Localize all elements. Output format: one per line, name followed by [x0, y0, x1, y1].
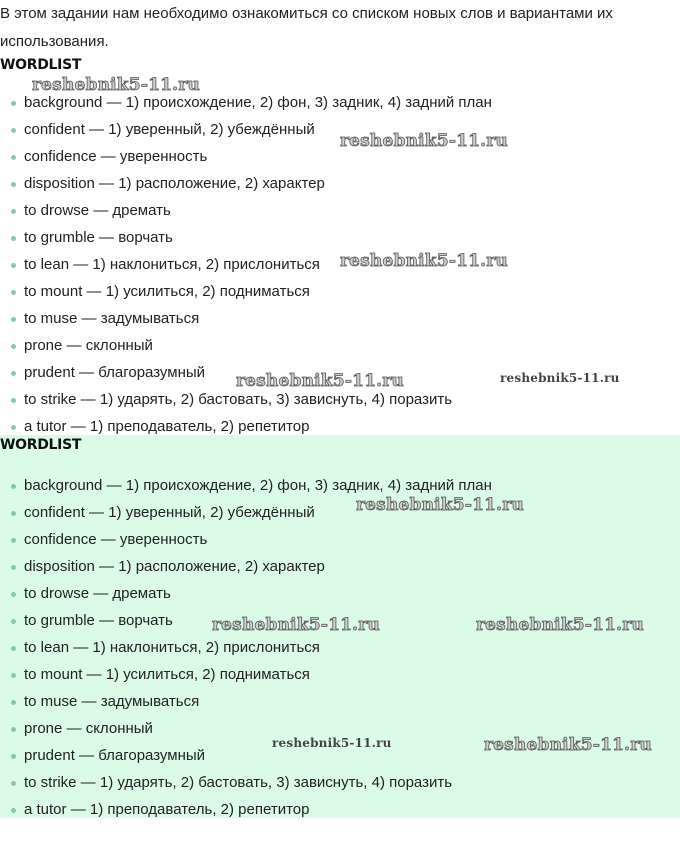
list-item: [0, 278, 492, 305]
list-item-text: confidence — уверенность: [24, 531, 208, 548]
list-item-text: background — 1) происхождение, 2) фон, 3) задник, 4) задний план: [24, 477, 492, 494]
list-item: [0, 553, 492, 580]
list-item: [0, 661, 492, 688]
bullet-icon: [11, 101, 16, 106]
list-item-text: prone — склонный: [24, 720, 153, 737]
list-item-text: to mount — 1) усилиться, 2) подниматься: [24, 666, 310, 683]
list-item-text: to drowse — дремать: [24, 585, 171, 602]
list-item: [0, 197, 492, 224]
list-item-text: background — 1) происхождение, 2) фон, 3) задник, 4) задний план: [24, 94, 492, 111]
list-item: [0, 769, 492, 796]
bullet-icon: [11, 700, 16, 705]
list-item-text: confidence — уверенность: [24, 148, 208, 165]
list-item-text: disposition — 1) расположение, 2) характер: [24, 558, 325, 575]
list-item-text: confident — 1) уверенный, 2) убеждённый: [24, 504, 315, 521]
list-item-text: to grumble — ворчать: [24, 612, 173, 629]
bullet-icon: [11, 155, 16, 160]
wordlist: [0, 472, 492, 823]
watermark: reshebnik5-11.ru: [500, 371, 620, 385]
bullet-icon: [11, 673, 16, 678]
bullet-icon: [11, 592, 16, 597]
list-item-text: a tutor — 1) преподаватель, 2) репетитор: [24, 801, 310, 818]
list-item: [0, 526, 492, 553]
watermark: reshebnik5-11.ru: [212, 615, 380, 635]
bullet-icon: [11, 619, 16, 624]
bullet-icon: [11, 511, 16, 516]
bullet-icon: [11, 727, 16, 732]
watermark: reshebnik5-11.ru: [356, 495, 524, 515]
list-item-text: to lean — 1) наклониться, 2) прислониться: [24, 256, 320, 273]
watermark: reshebnik5-11.ru: [236, 371, 404, 391]
bullet-icon: [11, 754, 16, 759]
bullet-icon: [11, 128, 16, 133]
list-item: [0, 742, 492, 769]
bullet-icon: [11, 565, 16, 570]
bullet-icon: [11, 646, 16, 651]
list-item-text: prone — склонный: [24, 337, 153, 354]
bullet-icon: [11, 290, 16, 295]
list-item: [0, 332, 492, 359]
bullet-icon: [11, 209, 16, 214]
list-item-text: to grumble — ворчать: [24, 229, 173, 246]
bullet-icon: [11, 182, 16, 187]
bullet-icon: [11, 538, 16, 543]
list-item: [0, 715, 492, 742]
watermark: reshebnik5-11.ru: [484, 735, 652, 755]
bullet-icon: [11, 808, 16, 813]
list-item-text: disposition — 1) расположение, 2) характер: [24, 175, 325, 192]
wordlist-heading: WORDLIST: [0, 57, 82, 73]
bullet-icon: [11, 371, 16, 376]
list-item-text: to mount — 1) усилиться, 2) подниматься: [24, 283, 310, 300]
list-item-text: to muse — задумываться: [24, 693, 200, 710]
watermark: reshebnik5-11.ru: [32, 75, 200, 95]
list-item: [0, 224, 492, 251]
bullet-icon: [11, 398, 16, 403]
list-item: [0, 796, 492, 823]
list-item: [0, 170, 492, 197]
watermark: reshebnik5-11.ru: [476, 615, 644, 635]
list-item-text: to lean — 1) наклониться, 2) прислониться: [24, 639, 320, 656]
bullet-icon: [11, 263, 16, 268]
watermark: reshebnik5-11.ru: [340, 251, 508, 271]
list-item: [0, 305, 492, 332]
bullet-icon: [11, 317, 16, 322]
list-item-text: prudent — благоразумный: [24, 364, 206, 381]
list-item: [0, 634, 492, 661]
list-item-text: a tutor — 1) преподаватель, 2) репетитор: [24, 418, 310, 435]
watermark: reshebnik5-11.ru: [272, 736, 392, 750]
list-item: [0, 688, 492, 715]
bullet-icon: [11, 484, 16, 489]
bullet-icon: [11, 344, 16, 349]
bullet-icon: [11, 236, 16, 241]
intro-text: В этом задании нам необходимо ознакомиться со списком новых слов и вариантами их использования.: [0, 5, 613, 50]
watermark: reshebnik5-11.ru: [340, 131, 508, 151]
list-item-text: to strike — 1) ударять, 2) бастовать, 3) зависнуть, 4) поразить: [24, 391, 453, 408]
wordlist-heading: WORDLIST: [0, 437, 82, 453]
bullet-icon: [11, 781, 16, 786]
list-item-text: confident — 1) уверенный, 2) убеждённый: [24, 121, 315, 138]
list-item-text: to muse — задумываться: [24, 310, 200, 327]
bullet-icon: [11, 425, 16, 430]
list-item-text: to drowse — дремать: [24, 202, 171, 219]
list-item-text: prudent — благоразумный: [24, 747, 206, 764]
list-item: [0, 580, 492, 607]
list-item-text: to strike — 1) ударять, 2) бастовать, 3) зависнуть, 4) поразить: [24, 774, 453, 791]
